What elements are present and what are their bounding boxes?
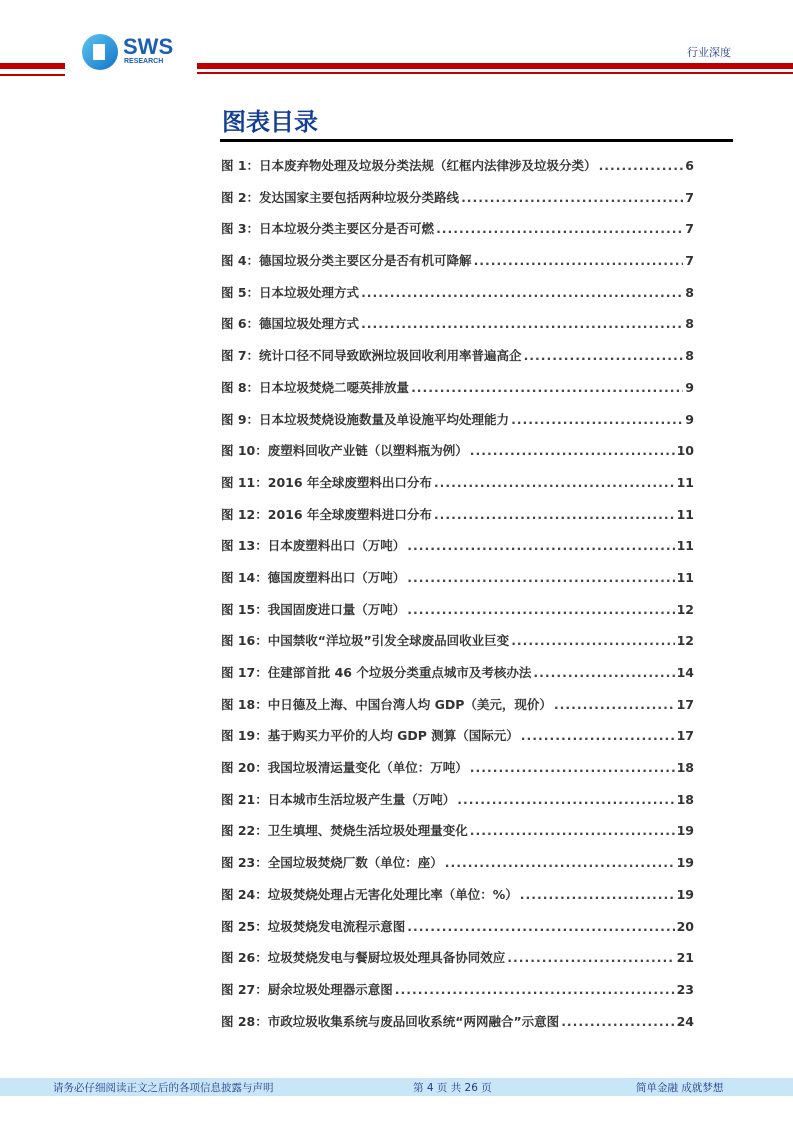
dot-leader <box>521 728 675 743</box>
footer-band <box>0 1078 793 1096</box>
toc-entry-label: 图 5：日本垃圾处理方式 <box>221 284 360 300</box>
toc-entry-page: 21 <box>676 950 694 966</box>
toc-entry[interactable] <box>221 948 694 980</box>
toc-entry-page: 6 <box>685 158 694 173</box>
dot-leader <box>407 570 674 585</box>
toc-entry-label: 图 4：德国垃圾分类主要区分是否有机可降解 <box>221 253 472 269</box>
toc-entry-page: 12 <box>676 633 694 649</box>
sws-logo <box>82 34 187 74</box>
toc-entry-label: 图 20：我国垃圾清运量变化（单位：万吨） <box>221 760 468 776</box>
dot-leader <box>507 950 674 965</box>
toc-entry-page: 18 <box>676 760 694 776</box>
toc-entry[interactable] <box>221 219 694 251</box>
toc-entry-page: 19 <box>676 823 694 839</box>
logo-subtext: RESEARCH <box>124 58 164 65</box>
toc-entry[interactable] <box>221 758 694 790</box>
toc-entry[interactable] <box>221 505 694 537</box>
toc-entry[interactable] <box>221 600 694 632</box>
toc-entry[interactable] <box>221 251 694 283</box>
header-rule-right-thick <box>197 63 793 69</box>
toc-entry-page: 12 <box>676 601 694 617</box>
dot-leader <box>511 412 683 427</box>
toc-entry[interactable] <box>221 790 694 822</box>
toc-entry[interactable] <box>221 314 694 346</box>
logo-text: SWS <box>123 34 174 59</box>
toc-entry-label: 图 16：中国禁收“洋垃圾”引发全球废品回收业巨变 <box>221 633 510 649</box>
dot-leader <box>470 443 675 458</box>
toc-entry-label: 图 11：2016 年全球废塑料出口分布 <box>221 474 432 490</box>
toc-entry-page: 10 <box>676 443 694 459</box>
toc-entry-label: 图 18：中日德及上海、中国台湾人均 GDP（美元，现价） <box>221 696 552 712</box>
dot-leader <box>434 507 675 522</box>
toc-entry[interactable] <box>221 188 694 220</box>
toc-entry[interactable] <box>221 821 694 853</box>
toc-entry-page: 11 <box>676 569 694 585</box>
toc-entry[interactable] <box>221 695 694 727</box>
toc-entry[interactable] <box>221 885 694 917</box>
toc-entry[interactable] <box>221 156 694 188</box>
page-number: 第 4 页 共 26 页 <box>413 1082 492 1094</box>
toc-entry[interactable] <box>221 980 694 1012</box>
page-title: 图表目录 <box>222 108 318 136</box>
dot-leader <box>411 380 683 395</box>
dot-leader <box>445 855 675 870</box>
toc-entry-page: 14 <box>676 665 694 680</box>
toc-entry[interactable] <box>221 853 694 885</box>
toc-entry-page: 17 <box>676 728 694 744</box>
toc-entry-page: 11 <box>676 538 694 554</box>
toc-entry-page: 7 <box>685 221 694 237</box>
toc-entry[interactable] <box>221 631 694 663</box>
header-rule-left-thin <box>0 74 65 76</box>
toc-entry[interactable] <box>221 346 694 378</box>
toc-entry-label: 图 10：废塑料回收产业链（以塑料瓶为例） <box>221 443 468 459</box>
toc-entry-label: 图 26：垃圾焚烧发电与餐厨垃圾处理具备协同效应 <box>221 950 506 966</box>
toc-entry[interactable] <box>221 473 694 505</box>
dot-leader <box>520 887 675 902</box>
toc-entry-page: 18 <box>676 791 694 807</box>
toc-entry[interactable] <box>221 283 694 315</box>
dot-leader <box>554 697 675 712</box>
toc-entry-label: 图 14：德国废塑料出口（万吨） <box>221 569 406 585</box>
toc-entry-page: 7 <box>685 189 694 205</box>
dot-leader <box>533 665 674 680</box>
logo-mark-icon <box>82 34 118 70</box>
toc-entry-label: 图 27：厨余垃圾处理器示意图 <box>221 981 393 997</box>
dot-leader <box>434 475 675 490</box>
toc-entry-label: 图 12：2016 年全球废塑料进口分布 <box>221 506 432 522</box>
toc-entry-page: 8 <box>685 348 694 364</box>
toc-entry-page: 9 <box>685 379 694 395</box>
toc-entry[interactable] <box>221 441 694 473</box>
dot-leader <box>561 1014 674 1029</box>
dot-leader <box>361 316 683 331</box>
dot-leader <box>474 253 684 268</box>
toc-entry-label: 图 22：卫生填埋、焚烧生活垃圾处理量变化 <box>221 823 468 839</box>
toc-entry[interactable] <box>221 917 694 949</box>
toc-entry-page: 23 <box>676 981 694 997</box>
dot-leader <box>436 221 683 236</box>
figure-list <box>221 156 694 1043</box>
toc-entry-label: 图 17：住建部首批 46 个垃圾分类重点城市及考核办法 <box>221 665 532 680</box>
toc-entry-label: 图 1：日本废弃物处理及垃圾分类法规（红框内法律涉及垃圾分类） <box>221 158 597 173</box>
dot-leader <box>407 919 674 934</box>
toc-entry[interactable] <box>221 1012 694 1044</box>
toc-entry-page: 20 <box>676 918 694 934</box>
header-rule-right-thin <box>197 72 793 74</box>
toc-entry-page: 8 <box>685 316 694 332</box>
toc-entry-label: 图 21：日本城市生活垃圾产生量（万吨） <box>221 791 456 807</box>
dot-leader <box>524 348 684 363</box>
dot-leader <box>461 190 683 205</box>
toc-entry[interactable] <box>221 568 694 600</box>
toc-entry-page: 8 <box>685 284 694 300</box>
dot-leader <box>470 760 675 775</box>
toc-entry-page: 11 <box>676 506 694 522</box>
toc-entry[interactable] <box>221 410 694 442</box>
footer-disclaimer: 请务必仔细阅读正文之后的各项信息披露与声明 <box>53 1082 274 1094</box>
toc-entry-page: 19 <box>676 855 694 871</box>
toc-entry-label: 图 7：统计口径不同导致欧洲垃圾回收利用率普遍高企 <box>221 348 522 364</box>
title-underline <box>220 139 733 142</box>
dot-leader <box>361 285 683 300</box>
toc-entry[interactable] <box>221 726 694 758</box>
toc-entry-label: 图 28：市政垃圾收集系统与废品回收系统“两网融合”示意图 <box>221 1013 560 1029</box>
report-category: 行业深度 <box>687 46 731 59</box>
toc-entry-label: 图 9：日本垃圾焚烧设施数量及单设施平均处理能力 <box>221 411 510 427</box>
toc-entry[interactable] <box>221 378 694 410</box>
toc-entry-label: 图 15：我国固废进口量（万吨） <box>221 601 406 617</box>
toc-entry-label: 图 25：垃圾焚烧发电流程示意图 <box>221 918 406 934</box>
toc-entry-label: 图 23：全国垃圾焚烧厂数（单位：座） <box>221 855 443 871</box>
footer-slogan: 简单金融 成就梦想 <box>636 1082 724 1094</box>
toc-entry[interactable] <box>221 663 694 695</box>
dot-leader <box>599 158 684 173</box>
dot-leader <box>407 538 674 553</box>
toc-entry-label: 图 2：发达国家主要包括两种垃圾分类路线 <box>221 189 460 205</box>
toc-entry-label: 图 24：垃圾焚烧处理占无害化处理比率（单位：%） <box>221 886 518 902</box>
dot-leader <box>395 982 675 997</box>
toc-entry-page: 7 <box>685 253 694 269</box>
dot-leader <box>511 633 674 648</box>
toc-entry-page: 11 <box>676 474 694 490</box>
toc-entry-label: 图 19：基于购买力平价的人均 GDP 测算（国际元） <box>221 728 519 744</box>
toc-entry-label: 图 3：日本垃圾分类主要区分是否可燃 <box>221 221 435 237</box>
dot-leader <box>457 792 674 807</box>
toc-entry-page: 19 <box>676 886 694 902</box>
toc-entry[interactable] <box>221 536 694 568</box>
header-rule-left-thick <box>0 63 65 69</box>
dot-leader <box>407 602 674 617</box>
toc-entry-label: 图 6：德国垃圾处理方式 <box>221 316 360 332</box>
toc-entry-page: 24 <box>676 1013 694 1029</box>
dot-leader <box>470 823 675 838</box>
toc-entry-label: 图 13：日本废塑料出口（万吨） <box>221 538 406 554</box>
toc-entry-label: 图 8：日本垃圾焚烧二噁英排放量 <box>221 379 410 395</box>
toc-entry-page: 9 <box>685 411 694 427</box>
toc-entry-page: 17 <box>676 696 694 712</box>
